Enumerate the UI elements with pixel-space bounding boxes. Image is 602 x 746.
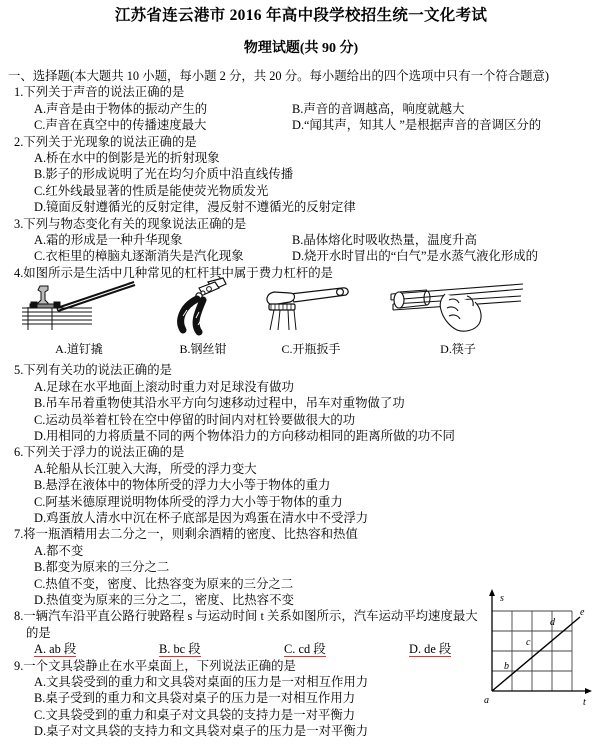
question-1-option-b[interactable]: B.声音的音调越高，响度就越大	[292, 101, 465, 116]
question-7-option-a[interactable]: A.都不变	[34, 543, 84, 558]
question-4	[8, 265, 598, 362]
question-3-stem	[8, 216, 598, 232]
question-9-option-d[interactable]: D.桌子对文具袋的支持力和文具袋对桌子的压力是一对平衡力	[34, 724, 369, 739]
question-9-option-a[interactable]: A.文具袋受到的重力和文具袋对桌面的压力是一对相互作用力	[34, 675, 369, 689]
question-7-option-b[interactable]: B.都变为原来的三分之二	[34, 560, 170, 575]
question-6-option-c[interactable]: C.阿基米德原理说明物体所受的浮力大小等于物体的重力	[34, 494, 343, 509]
question-5-option-c[interactable]: C.运动员举着杠铃在空中停留的时间内对杠铃要做很大的功	[34, 412, 356, 427]
question-3-option-a[interactable]: A.霜的形成是一种升华现象	[34, 233, 183, 248]
figure-option-b[interactable]	[153, 276, 253, 355]
question-8-option-d[interactable]: D. de 段	[409, 642, 452, 657]
bottle-opener-icon	[256, 280, 366, 336]
question-2-number: 2.	[14, 134, 24, 149]
graph-point-b: b	[504, 661, 509, 672]
question-1-number: 1.	[14, 85, 24, 100]
question-7-option-d[interactable]: D.热值变为原来的三分之二，密度、比热容不变	[34, 592, 294, 607]
figure-option-a[interactable]	[14, 278, 144, 355]
question-5-option-a[interactable]: A.足球在水平地面上滚动时重力对足球没有做功	[34, 379, 294, 394]
question-2-option-b[interactable]: B.影子的形成说明了光在均匀介质中沿直线传播	[34, 167, 294, 182]
question-2	[8, 134, 598, 216]
section-heading: 一、选择题(本大题共 10 小题，每小题 2 分，共 20 分。每小题给出的四个选项中只有一个符合题意)	[8, 69, 550, 83]
question-8-stem-text: 一辆汽车沿平直公路行驶路程 s 与运动时间 t 关系如图所示，汽车运动平均速度最大	[23, 609, 478, 624]
question-1-option-d[interactable]: D.“闻其声，知其人 ”是根据声音的音调区分的	[292, 118, 542, 133]
question-7-number: 7.	[14, 527, 24, 542]
question-6-option-d[interactable]: D.鸡蛋放人清水中沉在杯子底部是因为鸡蛋在清水中不受浮力	[34, 510, 369, 525]
chopsticks-icon	[383, 280, 533, 336]
graph-point-c: c	[526, 637, 531, 648]
question-5-stem	[8, 362, 598, 378]
question-5-option-b[interactable]: B.吊车吊着重物使其沿水平方向匀速移动过程中，吊车对重物做了功	[34, 396, 405, 411]
graph-x-axis-label: t	[583, 697, 586, 708]
question-5-number: 5.	[14, 363, 24, 378]
question-2-option-a[interactable]: A.桥在水中的倒影是光的折射现象	[34, 151, 220, 166]
question-1-options-row-1	[8, 101, 598, 117]
question-6-stem-text: 下列关于浮力的说法正确的是	[23, 445, 185, 460]
question-9-stem-text: 一个文具袋静止在水平桌面上，下列说法正确的是	[23, 658, 296, 673]
question-1-option-c[interactable]: C.声音在真空中的传播速度最大	[34, 118, 207, 133]
question-6-option-a[interactable]: A.轮船从长江驶入大海，所受的浮力变大	[34, 461, 257, 476]
question-3-stem-text: 下列与物态变化有关的现象说法正确的是	[23, 216, 247, 231]
question-9-option-c[interactable]: C.文具袋受到的重力和桌子对文具袋的支持力是一对平衡力	[34, 707, 356, 722]
question-4-number: 4.	[14, 265, 24, 280]
question-1-options-row-2	[8, 117, 598, 133]
figure-option-d[interactable]	[383, 280, 533, 355]
question-3	[8, 216, 598, 265]
question-3-number: 3.	[14, 216, 24, 231]
graph-point-a: a	[484, 695, 489, 706]
question-5	[8, 362, 598, 444]
page-subtitle: 物理试题(共 90 分)	[243, 41, 359, 56]
question-3-options-row-1	[8, 232, 598, 248]
question-2-option-d[interactable]: D.镜面反射遵循光的反射定律，漫反射不遵循光的反射定律	[34, 200, 356, 215]
graph-point-e: e	[580, 607, 585, 618]
distance-time-graph	[470, 583, 598, 713]
question-5-option-d[interactable]: D.用相同的力将质量不同的两个物体沿力的方向移动相同的距离所做的功不同	[34, 428, 455, 443]
question-8-option-c[interactable]: C. cd 段	[284, 642, 326, 657]
question-5-stem-text: 下列有关功的说法正确的是	[23, 363, 172, 378]
question-9-option-b[interactable]: B.桌子受到的重力和文具袋对桌子的压力是一对相互作用力	[34, 691, 356, 706]
page-title: 江苏省连云港市 2016 年高中段学校招生统一文化考试	[114, 7, 488, 24]
question-4-stem-text: 如图所示是生活中几种常见的杠杆其中属于费力杠杆的是	[23, 265, 334, 280]
figure-option-c[interactable]	[256, 280, 366, 355]
question-3-options-row-2	[8, 248, 598, 264]
question-8-number: 8.	[14, 609, 24, 624]
question-9-number: 9.	[14, 658, 24, 673]
question-3-option-c[interactable]: C.衣柜里的樟脑丸逐渐消失是汽化现象	[34, 249, 244, 264]
figure-option-b-label: B.钢丝钳	[179, 341, 227, 356]
question-3-option-d[interactable]: D.烧开水时冒出的“白气”是水蒸气液化形成的	[292, 249, 539, 264]
question-6-stem	[8, 444, 598, 460]
figure-option-d-label: D.筷子	[440, 341, 476, 356]
pliers-icon	[153, 276, 253, 336]
question-8-stem-line2: 的是	[26, 625, 51, 640]
question-6	[8, 444, 598, 526]
question-1	[8, 84, 598, 133]
question-2-stem	[8, 134, 598, 150]
question-2-stem-text: 下列关于光现象的说法正确的是	[23, 134, 197, 149]
figure-option-c-label: C.开瓶扳手	[281, 341, 341, 356]
question-4-figure-row	[8, 282, 598, 362]
question-8-option-b[interactable]: B. bc 段	[159, 642, 201, 657]
question-7-option-c[interactable]: C.热值不变，密度、比热容变为原来的三分之二	[34, 576, 294, 591]
question-6-option-b[interactable]: B.悬浮在液体中的物体所受的浮力大小等于物体的重力	[34, 478, 331, 493]
question-8-option-a[interactable]: A. ab 段	[34, 642, 77, 657]
graph-point-d: d	[550, 617, 555, 628]
exam-page	[0, 7, 602, 746]
question-6-number: 6.	[14, 445, 24, 460]
question-3-option-b[interactable]: B.晶体熔化时吸收热量，温度升高	[292, 233, 477, 248]
graph-y-axis-label: s	[500, 593, 504, 604]
spike-puller-icon	[14, 278, 144, 336]
graph-svg	[470, 583, 598, 713]
question-1-option-a[interactable]: A.声音是由于物体的振动产生的	[34, 101, 208, 116]
question-1-stem-text: 下列关于声音的说法正确的是	[23, 85, 185, 100]
question-2-option-c[interactable]: C.红外线最显著的性质是能使荧光物质发光	[34, 183, 269, 198]
question-7-stem	[8, 526, 598, 542]
question-1-stem	[8, 84, 598, 100]
question-7-stem-text: 将一瓶酒精用去二分之一，则剩余酒精的密度、比热容和热值	[23, 527, 358, 542]
figure-option-a-label: A.道钉撬	[55, 341, 103, 356]
